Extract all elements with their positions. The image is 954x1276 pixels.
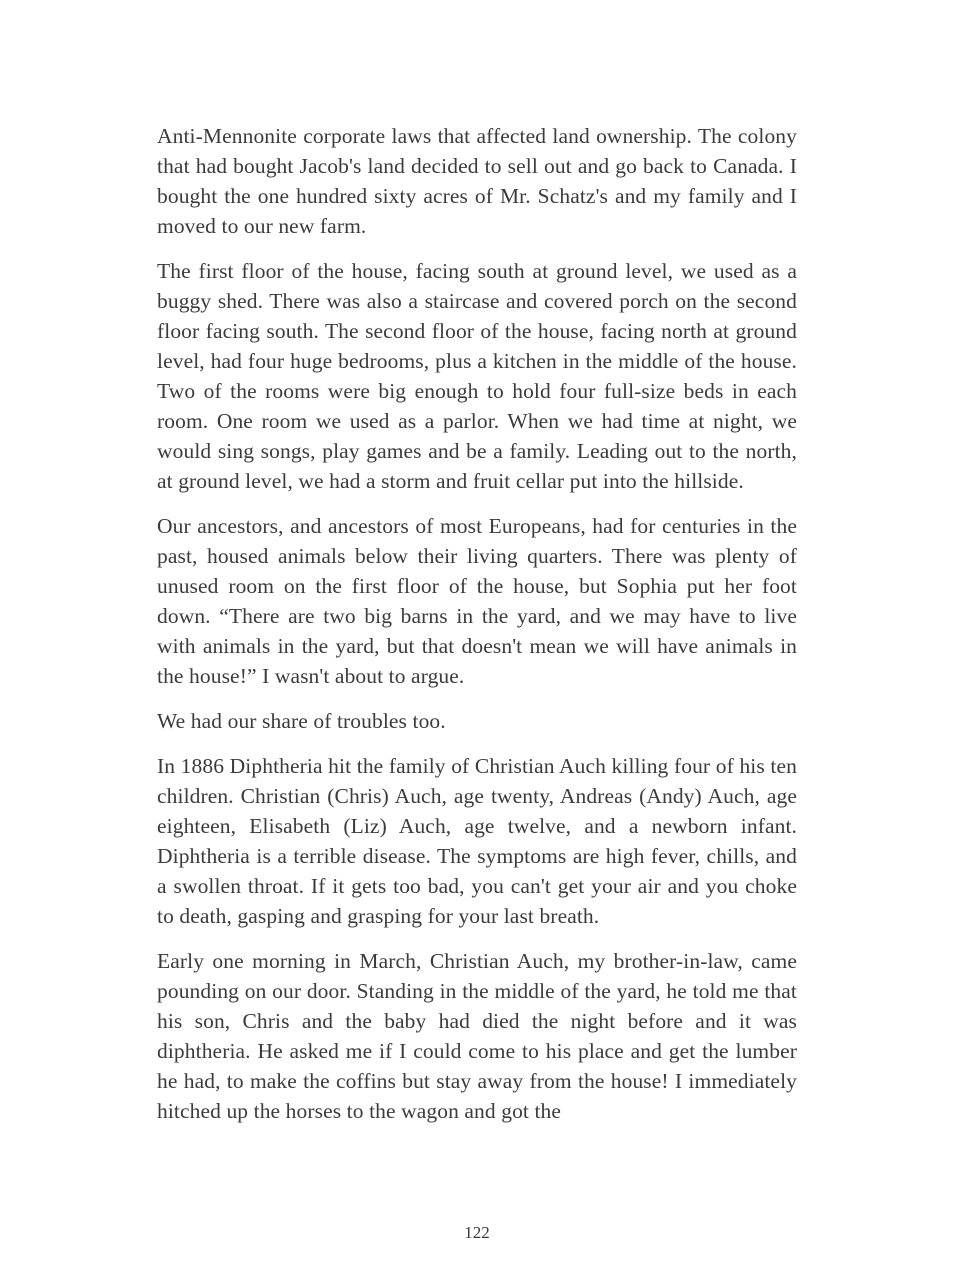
paragraph: The first floor of the house, facing south at ground level, we used as a buggy shed. There was also a staircase and covered porch on the second floor facing south. The second floor of the house, facing north at ground level, had four huge bedrooms, plus a kitchen in the middle of the house. Two of the rooms were big enough to hold four full-size beds in each room. One room we used as a parlor. When we had time at night, we would sing songs, play games and be a family. Leading out to the north, at ground level, we had a storm and fruit cellar put into the hillside. <box>157 259 797 493</box>
page-number: 122 <box>464 1223 490 1242</box>
page-body-text <box>157 121 797 1126</box>
paragraph: Our ancestors, and ancestors of most Europeans, had for centuries in the past, housed animals below their living quarters. There was plenty of unused room on the first floor of the house, but Sophia put her foot down. “There are two big barns in the yard, and we may have to live with animals in the yard, but that doesn't mean we will have animals in the house!” I wasn't about to argue. <box>157 514 797 688</box>
paragraph: In 1886 Diphtheria hit the family of Christian Auch killing four of his ten children. Christian (Chris) Auch, age twenty, Andreas (Andy) Auch, age eighteen, Elisabeth (Liz) Auch, age twelve, and a newborn infant. Diphtheria is a terrible disease. The symptoms are high fever, chills, and a swollen throat. If it gets too bad, you can't get your air and you choke to death, gasping and grasping for your last breath. <box>157 754 797 928</box>
paragraph: We had our share of troubles too. <box>157 709 446 733</box>
paragraph: Early one morning in March, Christian Auch, my brother-in-law, came pounding on our door. Standing in the middle of the yard, he told me that his son, Chris and the baby had died the night before and it was diphtheria. He asked me if I could come to his place and get the lumber he had, to make the coffins but stay away from the house! I immediately hitched up the horses to the wagon and got the <box>157 949 797 1123</box>
paragraph: Anti-Mennonite corporate laws that affected land ownership. The colony that had bought Jacob's land decided to sell out and go back to Canada. I bought the one hundred sixty acres of Mr. Schatz's and my family and I moved to our new farm. <box>157 124 797 238</box>
